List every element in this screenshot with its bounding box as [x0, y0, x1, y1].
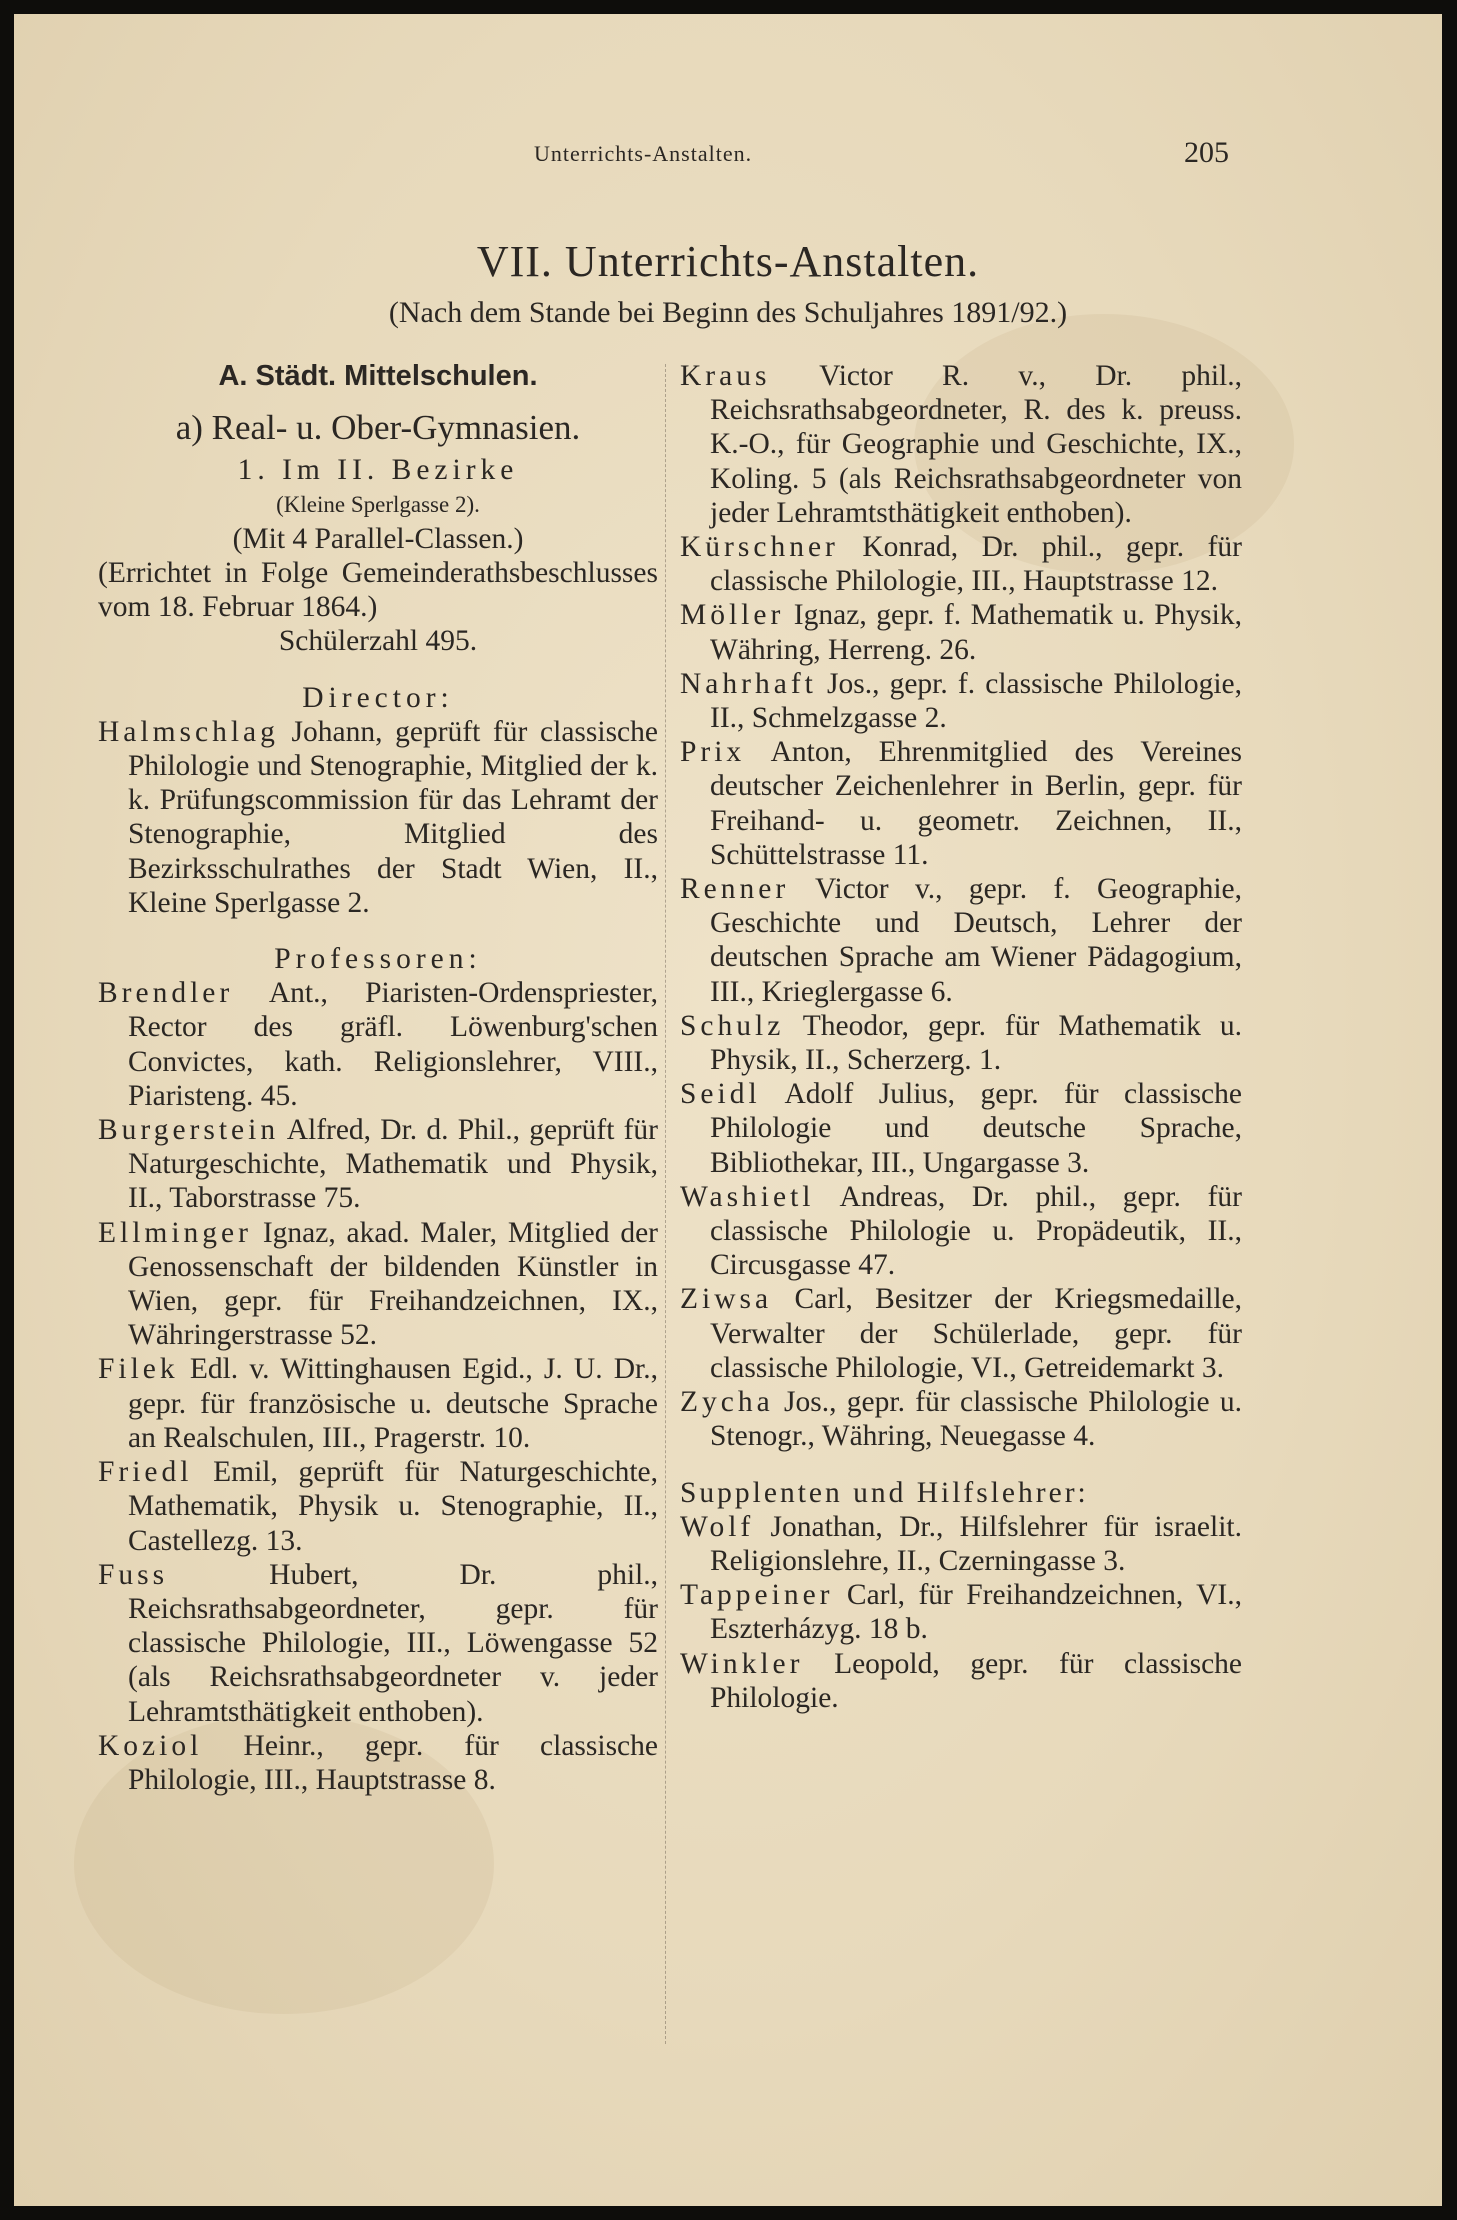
- entry-text: Heinr., gepr. für classische Philologie, III., Hauptstrasse 8.: [128, 1729, 658, 1796]
- entry-name: Kürschner: [680, 531, 839, 564]
- list-item: [680, 359, 1242, 530]
- parallel-note: (Mit 4 Parallel-Classen.): [232, 522, 524, 555]
- director-entry: [98, 715, 658, 920]
- entry-text: Victor v., gepr. f. Geographie, Geschichte und Deutsch, Lehrer der deutschen Sprache am Wiener Pädagogium, III., Krieglergasse 6.: [710, 873, 1242, 1008]
- entry-name: Burgerstein: [98, 1114, 280, 1147]
- book-page: [14, 14, 1442, 2206]
- heading-gymnasien: a) Real- u. Ober-Gymnasien.: [175, 408, 581, 448]
- entry-text: Ignaz, gepr. f. Mathematik u. Physik, Währing, Herreng. 26.: [710, 599, 1242, 666]
- entry-name: Möller: [680, 599, 785, 632]
- district-heading: 1. Im II. Bezirke: [237, 454, 519, 487]
- entry-text: Victor R. v., Dr. phil., Reichsrathsabgeordneter, R. des k. preuss. K.-O., für Geographie und Geschichte, IX., Koling. 5 (als Reichsrathsabgeordneter von jeder Lehramtsthätigkeit enthoben).: [710, 360, 1242, 529]
- entry-name: Halmschlag: [98, 715, 279, 748]
- list-item: [680, 1009, 1242, 1077]
- list-item: [680, 1385, 1242, 1453]
- section-subtitle: (Nach dem Stande bei Beginn des Schuljahres 1891/92.): [388, 296, 1068, 329]
- entry-text: Anton, Ehrenmitglied des Vereines deutscher Zeichenlehrer in Berlin, gepr. für Freihand- u. geometr. Zeichnen, II., Schüttelstrasse 11.: [710, 736, 1242, 871]
- entry-name: Filek: [98, 1353, 179, 1386]
- entry-text: Ignaz, akad. Maler, Mitglied der Genossenschaft der bildenden Künstler in Wien, gepr. für Freihandzeichnen, IX., Währingerstrasse 52.: [128, 1216, 658, 1352]
- entry-text: Emil, geprüft für Naturgeschichte, Mathematik, Physik u. Stenographie, II., Castellezg. 13.: [128, 1456, 658, 1557]
- entry-text: Theodor, gepr. für Mathematik u. Physik, II., Scherzerg. 1.: [710, 1009, 1242, 1077]
- column-divider: [665, 364, 666, 2044]
- entry-text: Leopold, gepr. für classische Philologie.: [710, 1647, 1242, 1714]
- entry-text: Adolf Julius, gepr. für classische Philologie und deutsche Sprache, Bibliothekar, III., Ungargasse 3.: [710, 1078, 1242, 1179]
- entry-name: Winkler: [680, 1647, 804, 1680]
- entry-name: Kraus: [680, 360, 771, 392]
- list-item: [680, 872, 1242, 1009]
- entry-text: Jonathan, Dr., Hilfslehrer für israelit. Religionslehre, II., Czerningasse 3.: [710, 1510, 1242, 1577]
- entry-text: Alfred, Dr. d. Phil., geprüft für Naturgeschichte, Mathematik und Physik, II., Taborstrasse 75.: [128, 1114, 658, 1215]
- entry-name: Seidl: [680, 1078, 761, 1111]
- entry-text: Carl, für Freihandzeichnen, VI., Eszterházyg. 18 b.: [710, 1579, 1242, 1646]
- list-item: [98, 1455, 658, 1558]
- entry-name: Schulz: [680, 1009, 785, 1042]
- heading-schools: A. Städt. Mittelschulen.: [218, 360, 538, 392]
- entry-text: Jos., gepr. f. classische Philologie, II., Schmelzgasse 2.: [710, 667, 1242, 735]
- list-item: [98, 976, 658, 1113]
- page-number: 205: [1184, 136, 1229, 169]
- list-item: [680, 1510, 1242, 1578]
- list-item: [680, 735, 1242, 872]
- entry-text: Konrad, Dr. phil., gepr. für classische Philologie, III., Hauptstrasse 12.: [710, 531, 1242, 598]
- pupil-count: Schülerzahl 495.: [278, 625, 478, 658]
- entry-text: Hubert, Dr. phil., Reichsrathsabgeordneter, gepr. für classische Philologie, III., Löwengasse 52 (als Reichsrathsabgeordneter v. jeder Lehramtsthätigkeit enthoben).: [128, 1558, 658, 1728]
- entry-name: Brendler: [98, 977, 234, 1010]
- list-item: [98, 1558, 658, 1729]
- entry-text: Jos., gepr. für classische Philologie u. Stenogr., Währing, Neuegasse 4.: [710, 1386, 1242, 1453]
- list-item: [680, 1282, 1242, 1385]
- list-item: [98, 1216, 658, 1353]
- left-column: [98, 359, 658, 1797]
- list-item: [680, 667, 1242, 735]
- professors-label: Professoren:: [274, 943, 482, 976]
- entry-name: Ellminger: [98, 1216, 252, 1249]
- list-item: [98, 1729, 658, 1797]
- entry-name: Tappeiner: [680, 1579, 834, 1612]
- list-item: [98, 1113, 658, 1216]
- entry-name: Washietl: [680, 1180, 815, 1213]
- running-head: Unterrichts-Anstalten.: [534, 141, 753, 166]
- entry-name: Zycha: [680, 1386, 774, 1419]
- director-label: Director:: [302, 681, 454, 714]
- entry-name: Ziwsa: [680, 1283, 773, 1316]
- entry-text: Johann, geprüft für classische Philologie und Stenographie, Mitglied der k. k. Prüfungscommission für das Lehramt der Stenographie, Mitglied des Bezirksschulrathes der Stadt Wien, II., Kleine Sperlgasse 2.: [128, 715, 658, 919]
- founded-note: (Errichtet in Folge Gemeinderathsbeschlusses vom 18. Februar 1864.): [98, 557, 658, 624]
- street-note: (Kleine Sperlgasse 2).: [276, 491, 480, 517]
- entry-text: Carl, Besitzer der Kriegsmedaille, Verwalter der Schülerlade, gepr. für classische Philologie, VI., Getreidemarkt 3.: [710, 1283, 1242, 1384]
- list-item: [98, 1352, 658, 1455]
- entry-name: Renner: [680, 873, 790, 906]
- list-item: [680, 598, 1242, 666]
- section-title: VII. Unterrichts-Anstalten.: [476, 237, 980, 286]
- right-column: [680, 359, 1242, 1715]
- entry-name: Koziol: [98, 1729, 203, 1762]
- entry-name: Fuss: [98, 1558, 169, 1591]
- supplement-label: Supplenten und Hilfslehrer:: [680, 1476, 1089, 1509]
- entry-name: Wolf: [680, 1510, 755, 1543]
- list-item: [680, 1077, 1242, 1180]
- entry-name: Friedl: [98, 1456, 193, 1489]
- list-item: [680, 1578, 1242, 1646]
- entry-text: Andreas, Dr. phil., gepr. für classische Philologie u. Propädeutik, II., Circusgasse 47.: [710, 1180, 1242, 1282]
- entry-name: Nahrhaft: [680, 667, 817, 700]
- entry-name: Prix: [680, 736, 746, 769]
- entry-text: Ant., Piaristen-Ordenspriester, Rector des gräfl. Löwenburg'schen Convictes, kath. Religionslehrer, VIII., Piaristeng. 45.: [128, 977, 658, 1112]
- list-item: [680, 1647, 1242, 1715]
- list-item: [680, 530, 1242, 598]
- list-item: [680, 1180, 1242, 1283]
- entry-text: Edl. v. Wittinghausen Egid., J. U. Dr., gepr. für französische u. deutsche Sprache an Realschulen, III., Pragerstr. 10.: [128, 1353, 658, 1454]
